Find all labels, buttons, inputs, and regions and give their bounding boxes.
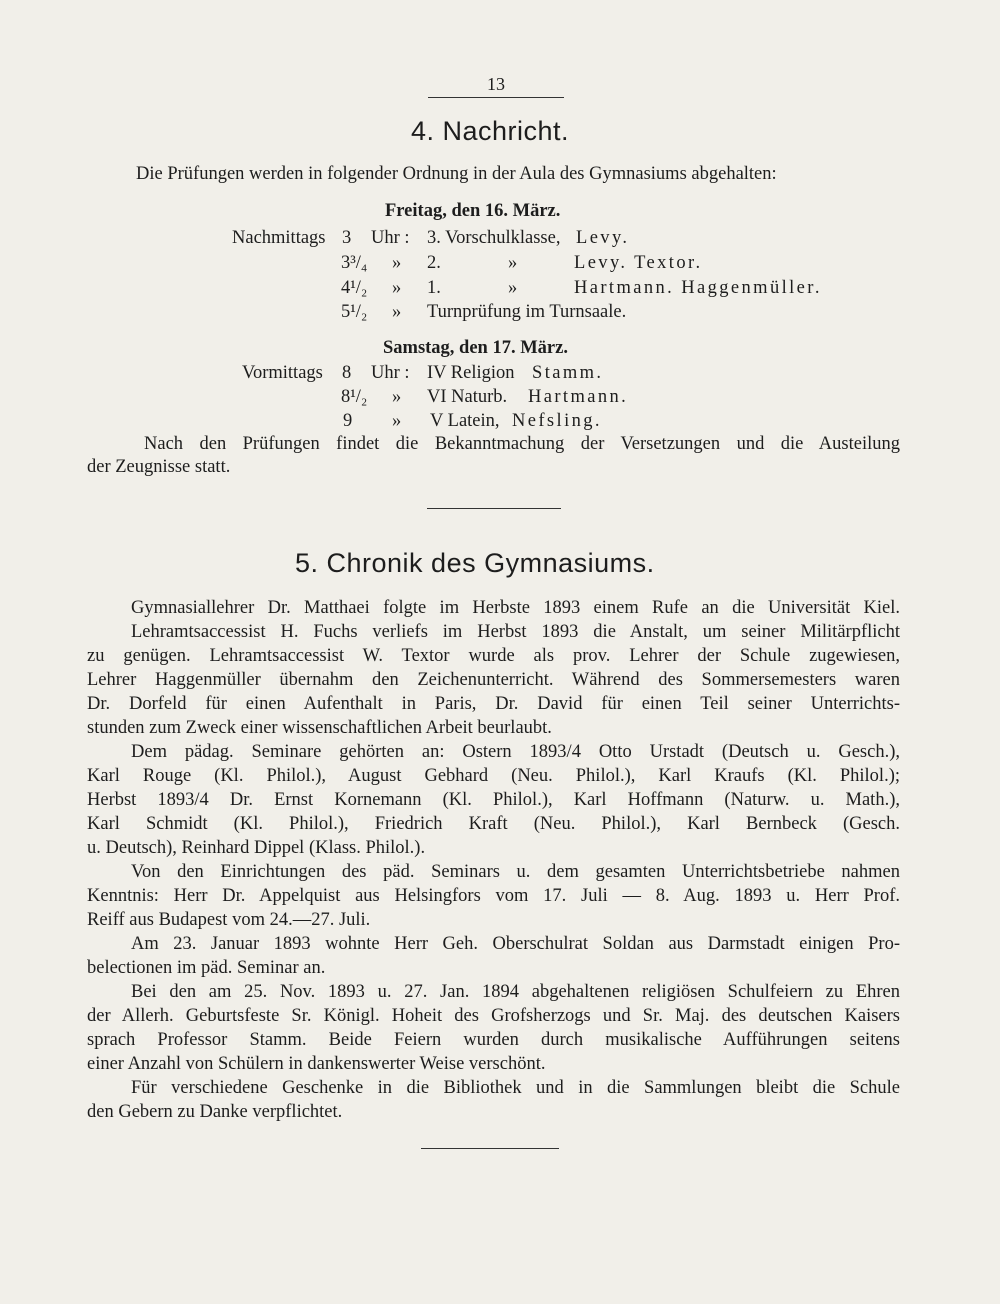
section-4-closing: der Zeugnisse statt. (87, 457, 231, 477)
page-number: 13 (428, 74, 564, 98)
text-line: Kenntnis: Herr Dr. Appelquist aus Helsingfors vom 17. Juli — 8. Aug. 1893 u. Herr Prof. (87, 886, 900, 906)
text-line: Karl Rouge (Kl. Philol.), August Gebhard (Neu. Philol.), Karl Kraufs (Kl. Philol.); (87, 766, 900, 786)
text-line: Karl Schmidt (Kl. Philol.), Friedrich Kraft (Neu. Philol.), Karl Bernbeck (Gesch. (87, 814, 900, 834)
schedule-unit: » (392, 387, 402, 407)
schedule-time: 3 (342, 228, 352, 248)
schedule-unit: » (392, 253, 402, 273)
section-4-intro: Die Prüfungen werden in folgender Ordnung in der Aula des Gymnasiums abgehalten: (136, 164, 777, 184)
schedule-time: 8¹/₂ (341, 387, 368, 407)
schedule-class: 1. (427, 278, 441, 298)
schedule-teacher: Nefsling. (512, 411, 602, 431)
schedule-teacher: Levy. (576, 228, 630, 248)
divider (427, 508, 561, 509)
text-line: Für verschiedene Geschenke in die Bibliothek und in die Sammlungen bleibt die Schule (131, 1078, 900, 1098)
schedule-class: 3. Vorschulklasse, (427, 228, 561, 248)
text-line: Dem pädag. Seminare gehörten an: Ostern 1893/4 Otto Urstadt (Deutsch u. Gesch.), (131, 742, 900, 762)
schedule-class: Turnprüfung im Turnsaale. (427, 302, 627, 322)
schedule-teacher: Hartmann. (528, 387, 629, 407)
text-line: Dr. Dorfeld für einen Aufenthalt in Paris, Dr. David für einen Teil seiner Unterrichts- (87, 694, 900, 714)
section-5-heading: 5. Chronik des Gymnasiums. (295, 548, 655, 578)
day-1-title: Freitag, den 16. März. (385, 201, 561, 221)
schedule-unit: » (392, 411, 402, 431)
schedule-class: V Latein, (430, 411, 500, 431)
text-line: Lehramtsaccessist H. Fuchs verliefs im Herbst 1893 die Anstalt, um seiner Militärpflicht (131, 622, 900, 642)
text-line: Gymnasiallehrer Dr. Matthaei folgte im Herbste 1893 einem Rufe an die Universität Kiel. (131, 598, 900, 618)
schedule-ditto: » (508, 253, 518, 273)
schedule-class: VI Naturb. (427, 387, 508, 407)
day-2-title: Samstag, den 17. März. (383, 338, 568, 358)
schedule-time: 8 (342, 363, 352, 383)
schedule-time: 4¹/₂ (341, 278, 368, 298)
text-line: Herbst 1893/4 Dr. Ernst Kornemann (Kl. Philol.), Karl Hoffmann (Naturw. u. Math.), (87, 790, 900, 810)
section-4-closing: Nach den Prüfungen findet die Bekanntmachung der Versetzungen und die Austeilung (144, 434, 900, 454)
text-line: sprach Professor Stamm. Beide Feiern wurden durch musikalische Aufführungen seitens (87, 1030, 900, 1050)
text-line: der Allerh. Geburtsfeste Sr. Königl. Hoheit des Grofsherzogs und Sr. Maj. des deutschen Kaisers (87, 1006, 900, 1026)
schedule-ditto: » (508, 278, 518, 298)
text-line: Am 23. Januar 1893 wohnte Herr Geh. Oberschulrat Soldan aus Darmstadt einigen Pro- (131, 934, 900, 954)
text-line: Von den Einrichtungen des päd. Seminars u. dem gesamten Unterrichtsbetriebe nahmen (131, 862, 900, 882)
schedule-unit: » (392, 278, 402, 298)
schedule-label: Vormittags (242, 363, 323, 383)
schedule-time: 9 (343, 411, 353, 431)
text-line: belectionen im päd. Seminar an. (87, 958, 326, 978)
schedule-unit: Uhr : (371, 363, 410, 383)
text-line: den Gebern zu Danke verpflichtet. (87, 1102, 343, 1122)
schedule-teacher: Levy. Textor. (574, 253, 703, 273)
text-line: stunden zum Zweck einer wissenschaftlichen Arbeit beurlaubt. (87, 718, 552, 738)
schedule-time: 5¹/₂ (341, 302, 368, 322)
schedule-class: 2. (427, 253, 441, 273)
text-line: Bei den am 25. Nov. 1893 u. 27. Jan. 1894 abgehaltenen religiösen Schulfeiern zu Ehren (131, 982, 900, 1002)
schedule-unit: Uhr : (371, 228, 410, 248)
text-line: u. Deutsch), Reinhard Dippel (Klass. Philol.). (87, 838, 426, 858)
section-4-heading: 4. Nachricht. (411, 116, 570, 146)
text-line: Reiff aus Budapest vom 24.—27. Juli. (87, 910, 371, 930)
schedule-time: 3³/₄ (341, 253, 368, 273)
schedule-unit: » (392, 302, 402, 322)
text-line: einer Anzahl von Schülern in dankenswerter Weise verschönt. (87, 1054, 546, 1074)
text-line: zu genügen. Lehramtsaccessist W. Textor wurde als prov. Lehrer der Schule zugewiesen, (87, 646, 900, 666)
schedule-class: IV Religion (427, 363, 515, 383)
schedule-label: Nachmittags (232, 228, 326, 248)
divider (421, 1148, 559, 1149)
text-line: Lehrer Haggenmüller übernahm den Zeichenunterricht. Während des Sommersemesters waren (87, 670, 900, 690)
schedule-teacher: Hartmann. Haggenmüller. (574, 278, 822, 298)
schedule-teacher: Stamm. (532, 363, 604, 383)
